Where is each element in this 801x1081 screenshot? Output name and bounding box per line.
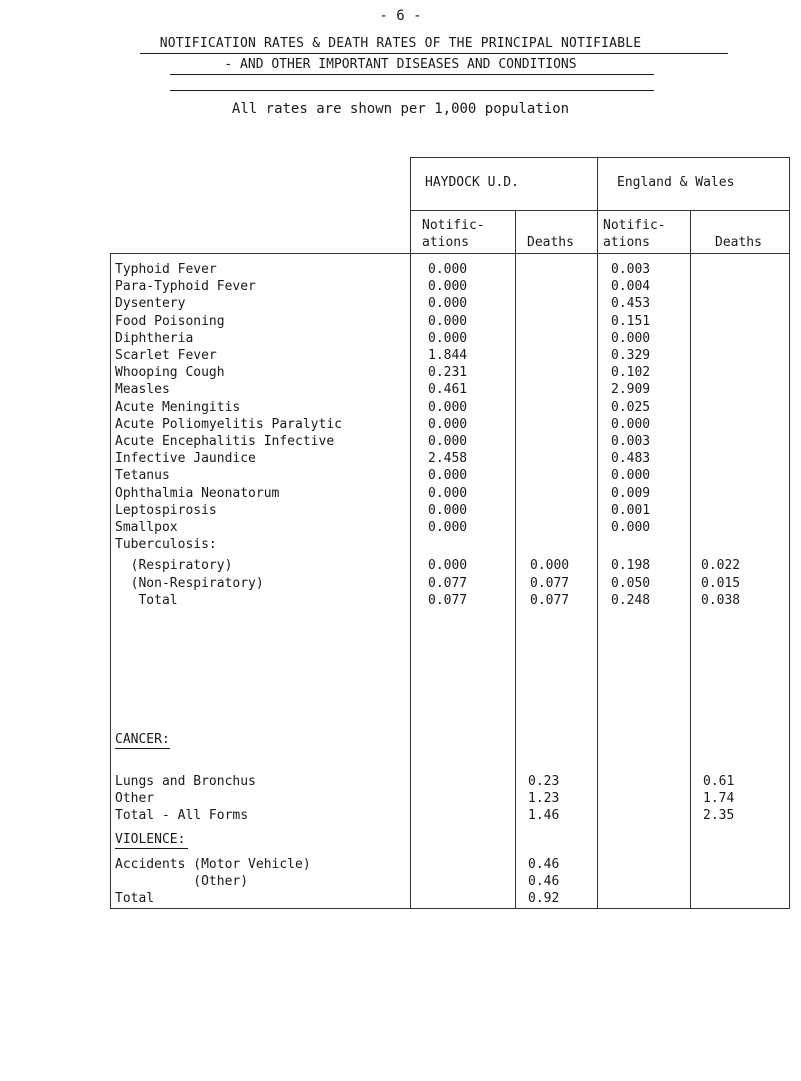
violence-row-label: Accidents (Motor Vehicle) xyxy=(115,857,311,872)
rule-line xyxy=(170,90,654,91)
england-notifications-cell: 0.001 xyxy=(611,502,651,518)
england-notifications-cell: 0.102 xyxy=(611,365,651,381)
england-notifications-cell: 0.025 xyxy=(611,399,651,415)
page-number: - 6 - xyxy=(379,8,422,24)
table-top-border xyxy=(410,157,790,158)
england-notifications-cell: 0.248 xyxy=(611,592,651,608)
cancer-row-england-deaths: 0.61 xyxy=(703,774,735,789)
england-deaths-cell: 0.015 xyxy=(701,575,741,591)
england-notifications-cell: 0.009 xyxy=(611,485,651,501)
cancer-row-england-deaths: 1.74 xyxy=(703,791,735,806)
england-notifications-cell: 0.151 xyxy=(611,313,651,329)
violence-row-label: Total xyxy=(115,891,155,906)
england-notifications-cell: 0.003 xyxy=(611,262,651,277)
haydock-notifications-cell: 0.000 xyxy=(428,416,468,432)
violence-row-label: (Other) xyxy=(115,874,249,889)
haydock-notifications-cell: 2.458 xyxy=(428,451,468,467)
header-haydock-notif-b: ations xyxy=(422,235,469,250)
table-row-label: Acute Encephalitis Infective xyxy=(115,434,335,449)
table-row-label: Para-Typhoid Fever xyxy=(115,279,256,295)
header-england-notif-b: ations xyxy=(603,235,650,250)
england-deaths-cell: 0.022 xyxy=(701,558,741,574)
haydock-notifications-cell: 0.000 xyxy=(428,399,468,415)
england-notifications-cell: 2.909 xyxy=(611,382,651,398)
header-england-deaths: Deaths xyxy=(715,235,762,250)
table-row-label: Ophthalmia Neonatorum xyxy=(115,485,280,501)
header-haydock: HAYDOCK U.D. xyxy=(425,175,519,190)
haydock-deaths-cell: 0.000 xyxy=(530,558,570,574)
violence-haydock-deaths-cell: 0.92 xyxy=(528,891,560,906)
haydock-notifications-cell: 0.461 xyxy=(428,382,468,398)
page-title: NOTIFICATION RATES & DEATH RATES OF THE PRINCIPAL NOTIFIABLE xyxy=(159,36,642,51)
cancer-row-haydock-deaths: 0.23 xyxy=(528,774,560,789)
header-bottom xyxy=(410,253,790,254)
england-notifications-cell: 0.004 xyxy=(611,279,651,295)
england-notifications-cell: 0.050 xyxy=(611,575,651,591)
haydock-deaths-cell: 0.077 xyxy=(530,592,570,608)
haydock-notifications-cell: 0.000 xyxy=(428,434,468,449)
england-notifications-cell: 0.000 xyxy=(611,330,651,346)
table-bottom-border xyxy=(110,908,790,909)
table-row-label: Leptospirosis xyxy=(115,502,217,518)
cancer-heading: CANCER: xyxy=(115,732,170,747)
haydock-notifications-cell: 0.077 xyxy=(428,592,468,608)
left-header-bottom xyxy=(110,253,410,254)
england-notifications-cell: 0.483 xyxy=(611,451,651,467)
cancer-row-haydock-deaths: 1.46 xyxy=(528,808,560,823)
haydock-notifications-cell: 0.000 xyxy=(428,296,468,312)
haydock-deaths-cell: 0.077 xyxy=(530,575,570,591)
england-notifications-cell: 0.000 xyxy=(611,416,651,432)
cancer-row-label: Total - All Forms xyxy=(115,808,249,823)
title-underline-2 xyxy=(170,74,654,75)
haydock-notifications-cell: 0.000 xyxy=(428,502,468,518)
col-left-border xyxy=(110,253,111,908)
cancer-row-label: Other xyxy=(115,791,155,806)
header-haydock-deaths: Deaths xyxy=(527,235,574,250)
violence-heading-underline xyxy=(115,848,188,849)
violence-haydock-deaths-cell: 0.46 xyxy=(528,857,560,872)
header-divider xyxy=(410,210,790,211)
england-notifications-cell: 0.003 xyxy=(611,434,651,449)
table-row-label: Tuberculosis: xyxy=(115,537,217,553)
col-england-mid xyxy=(690,210,691,908)
title-underline-1 xyxy=(140,53,728,54)
table-row-label: Whooping Cough xyxy=(115,365,225,381)
haydock-notifications-cell: 0.000 xyxy=(428,279,468,295)
haydock-notifications-cell: 0.231 xyxy=(428,365,468,381)
haydock-notifications-cell: 0.000 xyxy=(428,558,468,574)
england-notifications-cell: 0.000 xyxy=(611,468,651,484)
table-row-label: Total xyxy=(115,592,178,608)
haydock-notifications-cell: 0.000 xyxy=(428,468,468,484)
table-row-label: Scarlet Fever xyxy=(115,348,217,363)
table-row-label: Infective Jaundice xyxy=(115,451,256,467)
col-england-left xyxy=(597,157,598,908)
table-row-label: Acute Meningitis xyxy=(115,399,241,415)
cancer-row-england-deaths: 2.35 xyxy=(703,808,735,823)
table-row-label: Smallpox xyxy=(115,520,178,535)
table-row-label: Typhoid Fever xyxy=(115,262,217,277)
england-notifications-cell: 0.453 xyxy=(611,296,651,312)
england-notifications-cell: 0.329 xyxy=(611,348,651,363)
haydock-notifications-cell: 1.844 xyxy=(428,348,468,363)
haydock-notifications-cell: 0.000 xyxy=(428,520,468,535)
table-row-label: Acute Poliomyelitis Paralytic xyxy=(115,416,342,432)
page-title-line2: - AND OTHER IMPORTANT DISEASES AND CONDITIONS xyxy=(224,57,577,72)
cancer-heading-underline xyxy=(115,748,170,749)
header-haydock-notif-a: Notific- xyxy=(422,218,485,233)
england-notifications-cell: 0.000 xyxy=(611,520,651,535)
table-row-label: (Respiratory) xyxy=(115,558,233,574)
table-row-label: (Non-Respiratory) xyxy=(115,575,264,591)
haydock-notifications-cell: 0.000 xyxy=(428,485,468,501)
england-notifications-cell: 0.198 xyxy=(611,558,651,574)
table-row-label: Tetanus xyxy=(115,468,170,484)
haydock-notifications-cell: 0.000 xyxy=(428,262,468,277)
cancer-row-haydock-deaths: 1.23 xyxy=(528,791,560,806)
england-deaths-cell: 0.038 xyxy=(701,592,741,608)
col-haydock-mid xyxy=(515,210,516,908)
header-england: England & Wales xyxy=(617,175,735,190)
haydock-notifications-cell: 0.077 xyxy=(428,575,468,591)
table-row-label: Food Poisoning xyxy=(115,313,225,329)
violence-heading: VIOLENCE: xyxy=(115,832,186,847)
haydock-notifications-cell: 0.000 xyxy=(428,313,468,329)
table-row-label: Measles xyxy=(115,382,170,398)
table-row-label: Dysentery xyxy=(115,296,186,312)
col-right-border xyxy=(789,157,790,908)
subtitle: All rates are shown per 1,000 population xyxy=(231,101,570,117)
col-haydock-left xyxy=(410,157,411,908)
violence-haydock-deaths-cell: 0.46 xyxy=(528,874,560,889)
header-england-notif-a: Notific- xyxy=(603,218,666,233)
cancer-row-label: Lungs and Bronchus xyxy=(115,774,256,789)
haydock-notifications-cell: 0.000 xyxy=(428,330,468,346)
table-row-label: Diphtheria xyxy=(115,330,194,346)
